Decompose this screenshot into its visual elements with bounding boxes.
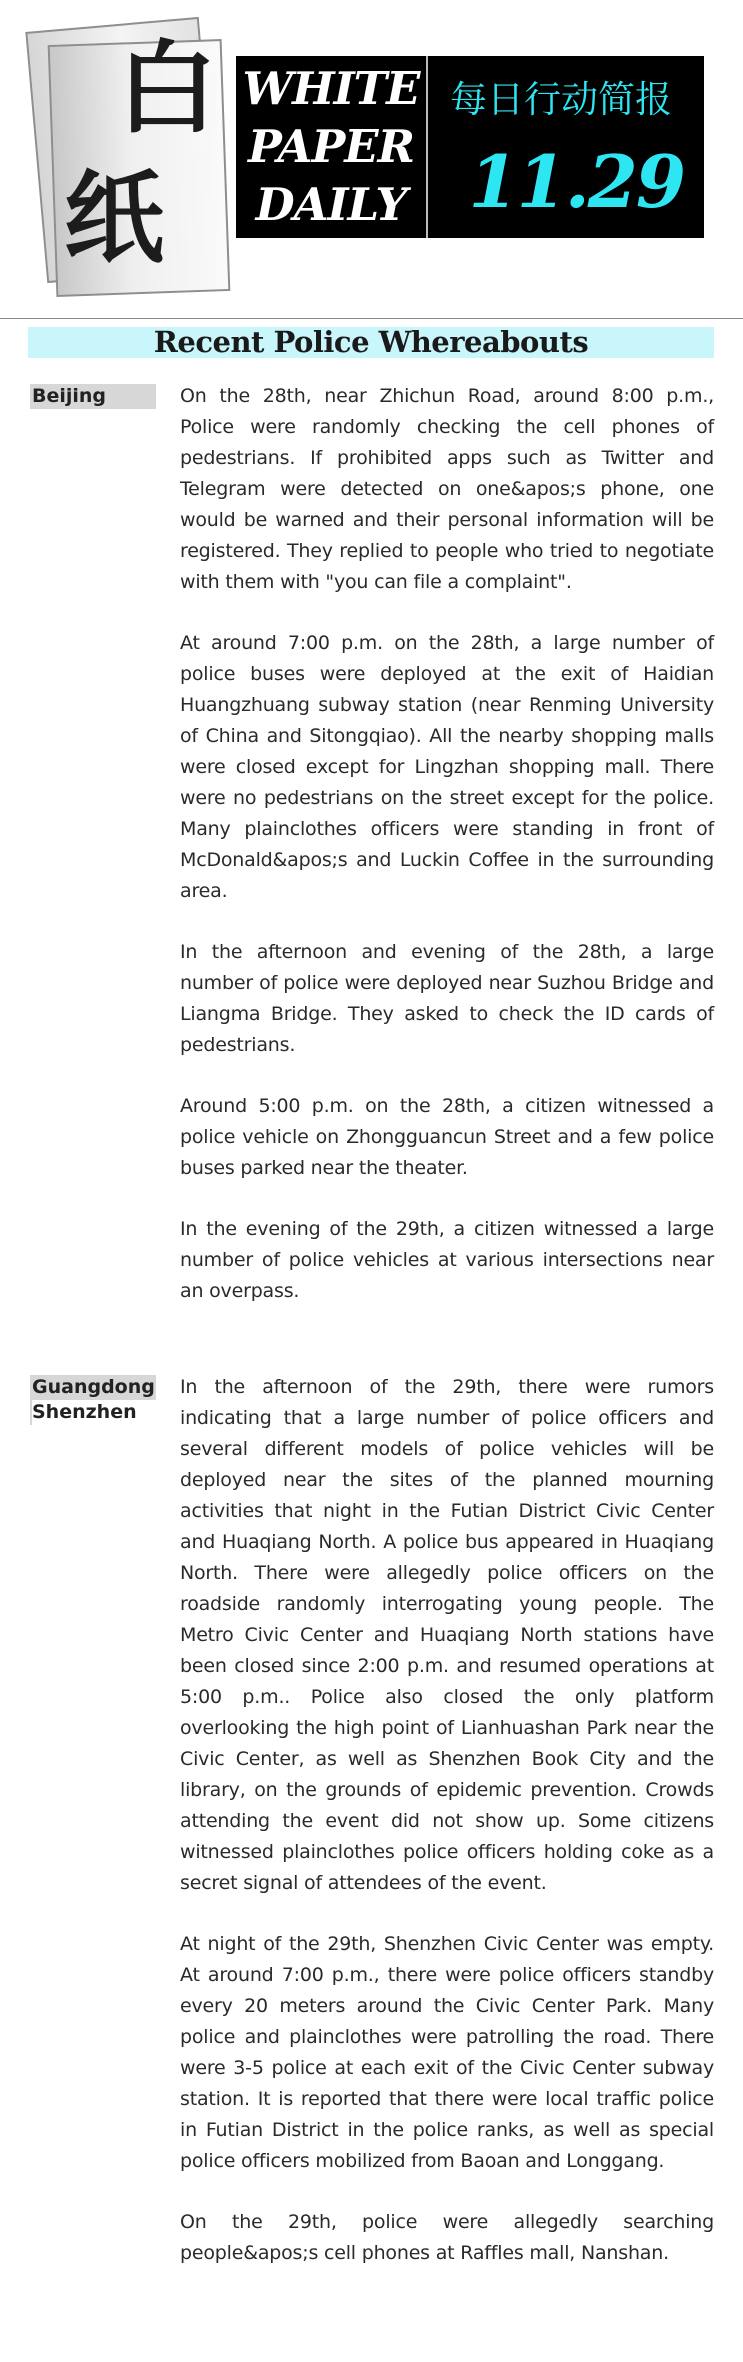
masthead-title-line-1: WHITE [242, 62, 420, 115]
region-label-line-1: Beijing [32, 385, 107, 407]
report-paragraph: Around 5:00 p.m. on the 28th, a citizen witnessed a police vehicle on Zhongguancun Street and a few police buses parked near the theater. [180, 1095, 714, 1179]
masthead-title-line-2: PAPER [247, 120, 414, 173]
section-title: Recent Police Whereabouts [28, 327, 714, 358]
region-body-beijing [180, 381, 714, 1337]
report-paragraph: In the afternoon and evening of the 28th, a large number of police were deployed near Suzhou Bridge and Liangma Bridge. They asked to check the ID cards of pedestrians. [180, 941, 714, 1056]
report-paragraph: At night of the 29th, Shenzhen Civic Center was empty. At around 7:00 p.m., there were police officers standby every 20 meters around the Civic Center Park. Many police and plainclothes were patrolling the road. There were 3-5 police at each exit of the Civic Center subway station. It is reported that there were local traffic police in Futian District in the police ranks, as well as special police officers mobilized from Baoan and Longgang. [180, 1933, 714, 2172]
issue-date: 11.29 [468, 139, 684, 224]
logo-character-bai: 白 [117, 29, 217, 147]
masthead-title-line-3: DAILY [255, 178, 407, 231]
region-label-line-2: Shenzhen [32, 1400, 156, 1425]
masthead-date-block [428, 56, 704, 238]
region-label-guangdong-shenzhen [30, 1375, 156, 1425]
report-paragraph: On the 28th, near Zhichun Road, around 8:00 p.m., Police were randomly checking the cell phones of pedestrians. If prohibited apps such as Twitter and Telegram were detected on one&apos;s phone, one would be warned and their personal information will be registered. They replied to people who tried to negotiate with them with "you can file a complaint". [180, 385, 714, 593]
region-label-line-1: Guangdong [32, 1376, 155, 1398]
report-paragraph: In the evening of the 29th, a citizen witnessed a large number of police vehicles at various intersections near an overpass. [180, 1218, 714, 1302]
report-paragraph: In the afternoon of the 29th, there were rumors indicating that a large number of police officers and several different models of police vehicles will be deployed near the sites of the planned mourning activities that night in the Futian District Civic Center and Huaqiang North. A police bus appeared in Huaqiang North. There were allegedly police officers on the roadside randomly interrogating young people. The Metro Civic Center and Huaqiang North stations have been closed since 2:00 p.m. and resumed operations at 5:00 p.m.. Police also closed the only platform overlooking the high point of Lianhuashan Park near the Civic Center, as well as Shenzhen Book City and the library, on the grounds of epidemic prevention. Crowds attending the event did not show up. Some citizens witnessed plainclothes police officers holding coke as a secret signal of attendees of the event. [180, 1376, 714, 1894]
masthead-banner [236, 56, 704, 238]
logo-character-zhi: 纸 [64, 159, 164, 277]
masthead-title-block [236, 56, 428, 238]
report-paragraph: At around 7:00 p.m. on the 28th, a large number of police buses were deployed at the exit of Haidian Huangzhuang subway station (near Renming University of China and Sitongqiao). All the nearby shopping malls were closed except for Lingzhan shopping mall. There were no pedestrians on the street except for the police. Many plainclothes officers were standing in front of McDonald&apos;s and Luckin Coffee in the surrounding area. [180, 632, 714, 902]
region-label-beijing [30, 384, 156, 409]
header-divider [0, 318, 743, 319]
masthead-logo [22, 18, 232, 293]
region-body-guangdong-shenzhen [180, 1372, 714, 2299]
report-paragraph: On the 29th, police were allegedly searching people&apos;s cell phones at Raffles mall, Nanshan. [180, 2211, 714, 2264]
chinese-title: 每日行动简报 [450, 78, 672, 121]
